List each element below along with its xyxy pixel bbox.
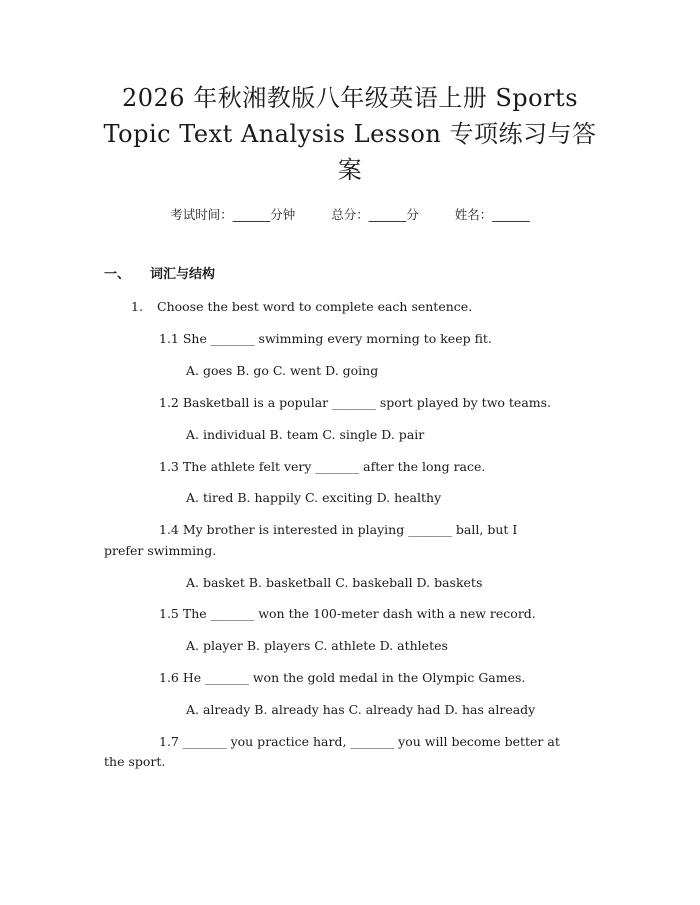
title-line-2: Topic Text Analysis Lesson 专项练习与答	[103, 120, 597, 148]
question-instruction	[131, 297, 472, 317]
sentence-1-2: 1.2 Basketball is a popular _______ sport played by two teams.	[159, 395, 552, 410]
sentence-1-6: 1.6 He _______ won the gold medal in the Olympic Games.	[159, 670, 526, 685]
title-line-1: 2026 年秋湘教版八年级英语上册 Sports	[121, 84, 579, 112]
sentence-1-5: 1.5 The _______ won the 100-meter dash with a new record.	[159, 606, 536, 621]
question-instruction-text: Choose the best word to complete each sentence.	[157, 299, 473, 314]
options-1-6: A. already B. already has C. already had D. has already	[186, 702, 536, 717]
sentence-1-7-line-2: the sport.	[104, 754, 166, 769]
options-1-4: A. basket B. basketball C. baskeball D. baskets	[186, 575, 483, 590]
options-1-3: A. tired B. happily C. exciting D. healthy	[186, 490, 442, 505]
sentence-1-1: 1.1 She _______ swimming every morning to keep fit.	[159, 331, 492, 346]
options-1-5: A. player B. players C. athlete D. athletes	[186, 638, 448, 653]
section-heading	[104, 266, 215, 284]
options-1-1: A. goes B. go C. went D. going	[186, 363, 379, 378]
sentence-1-7-line-1: 1.7 _______ you practice hard, _______ you will become better at	[159, 734, 560, 749]
exam-meta-row	[0, 206, 700, 224]
total-score-field: 总分：______分	[331, 207, 419, 222]
document-title	[90, 80, 610, 188]
section-title: 词汇与结构	[150, 267, 216, 282]
sentence-1-4-line-2: prefer swimming.	[104, 543, 217, 558]
exam-time-field: 考试时间：______分钟	[170, 207, 296, 222]
sentence-1-3: 1.3 The athlete felt very _______ after the long race.	[159, 459, 486, 474]
options-1-2: A. individual B. team C. single D. pair	[186, 427, 425, 442]
question-number: 1.	[131, 299, 143, 314]
sentence-1-4-line-1: 1.4 My brother is interested in playing _______ ball, but I	[159, 522, 518, 537]
section-number: 一、	[104, 267, 131, 282]
student-name-field: 姓名：______	[454, 207, 530, 222]
title-line-3: 案	[337, 156, 363, 184]
